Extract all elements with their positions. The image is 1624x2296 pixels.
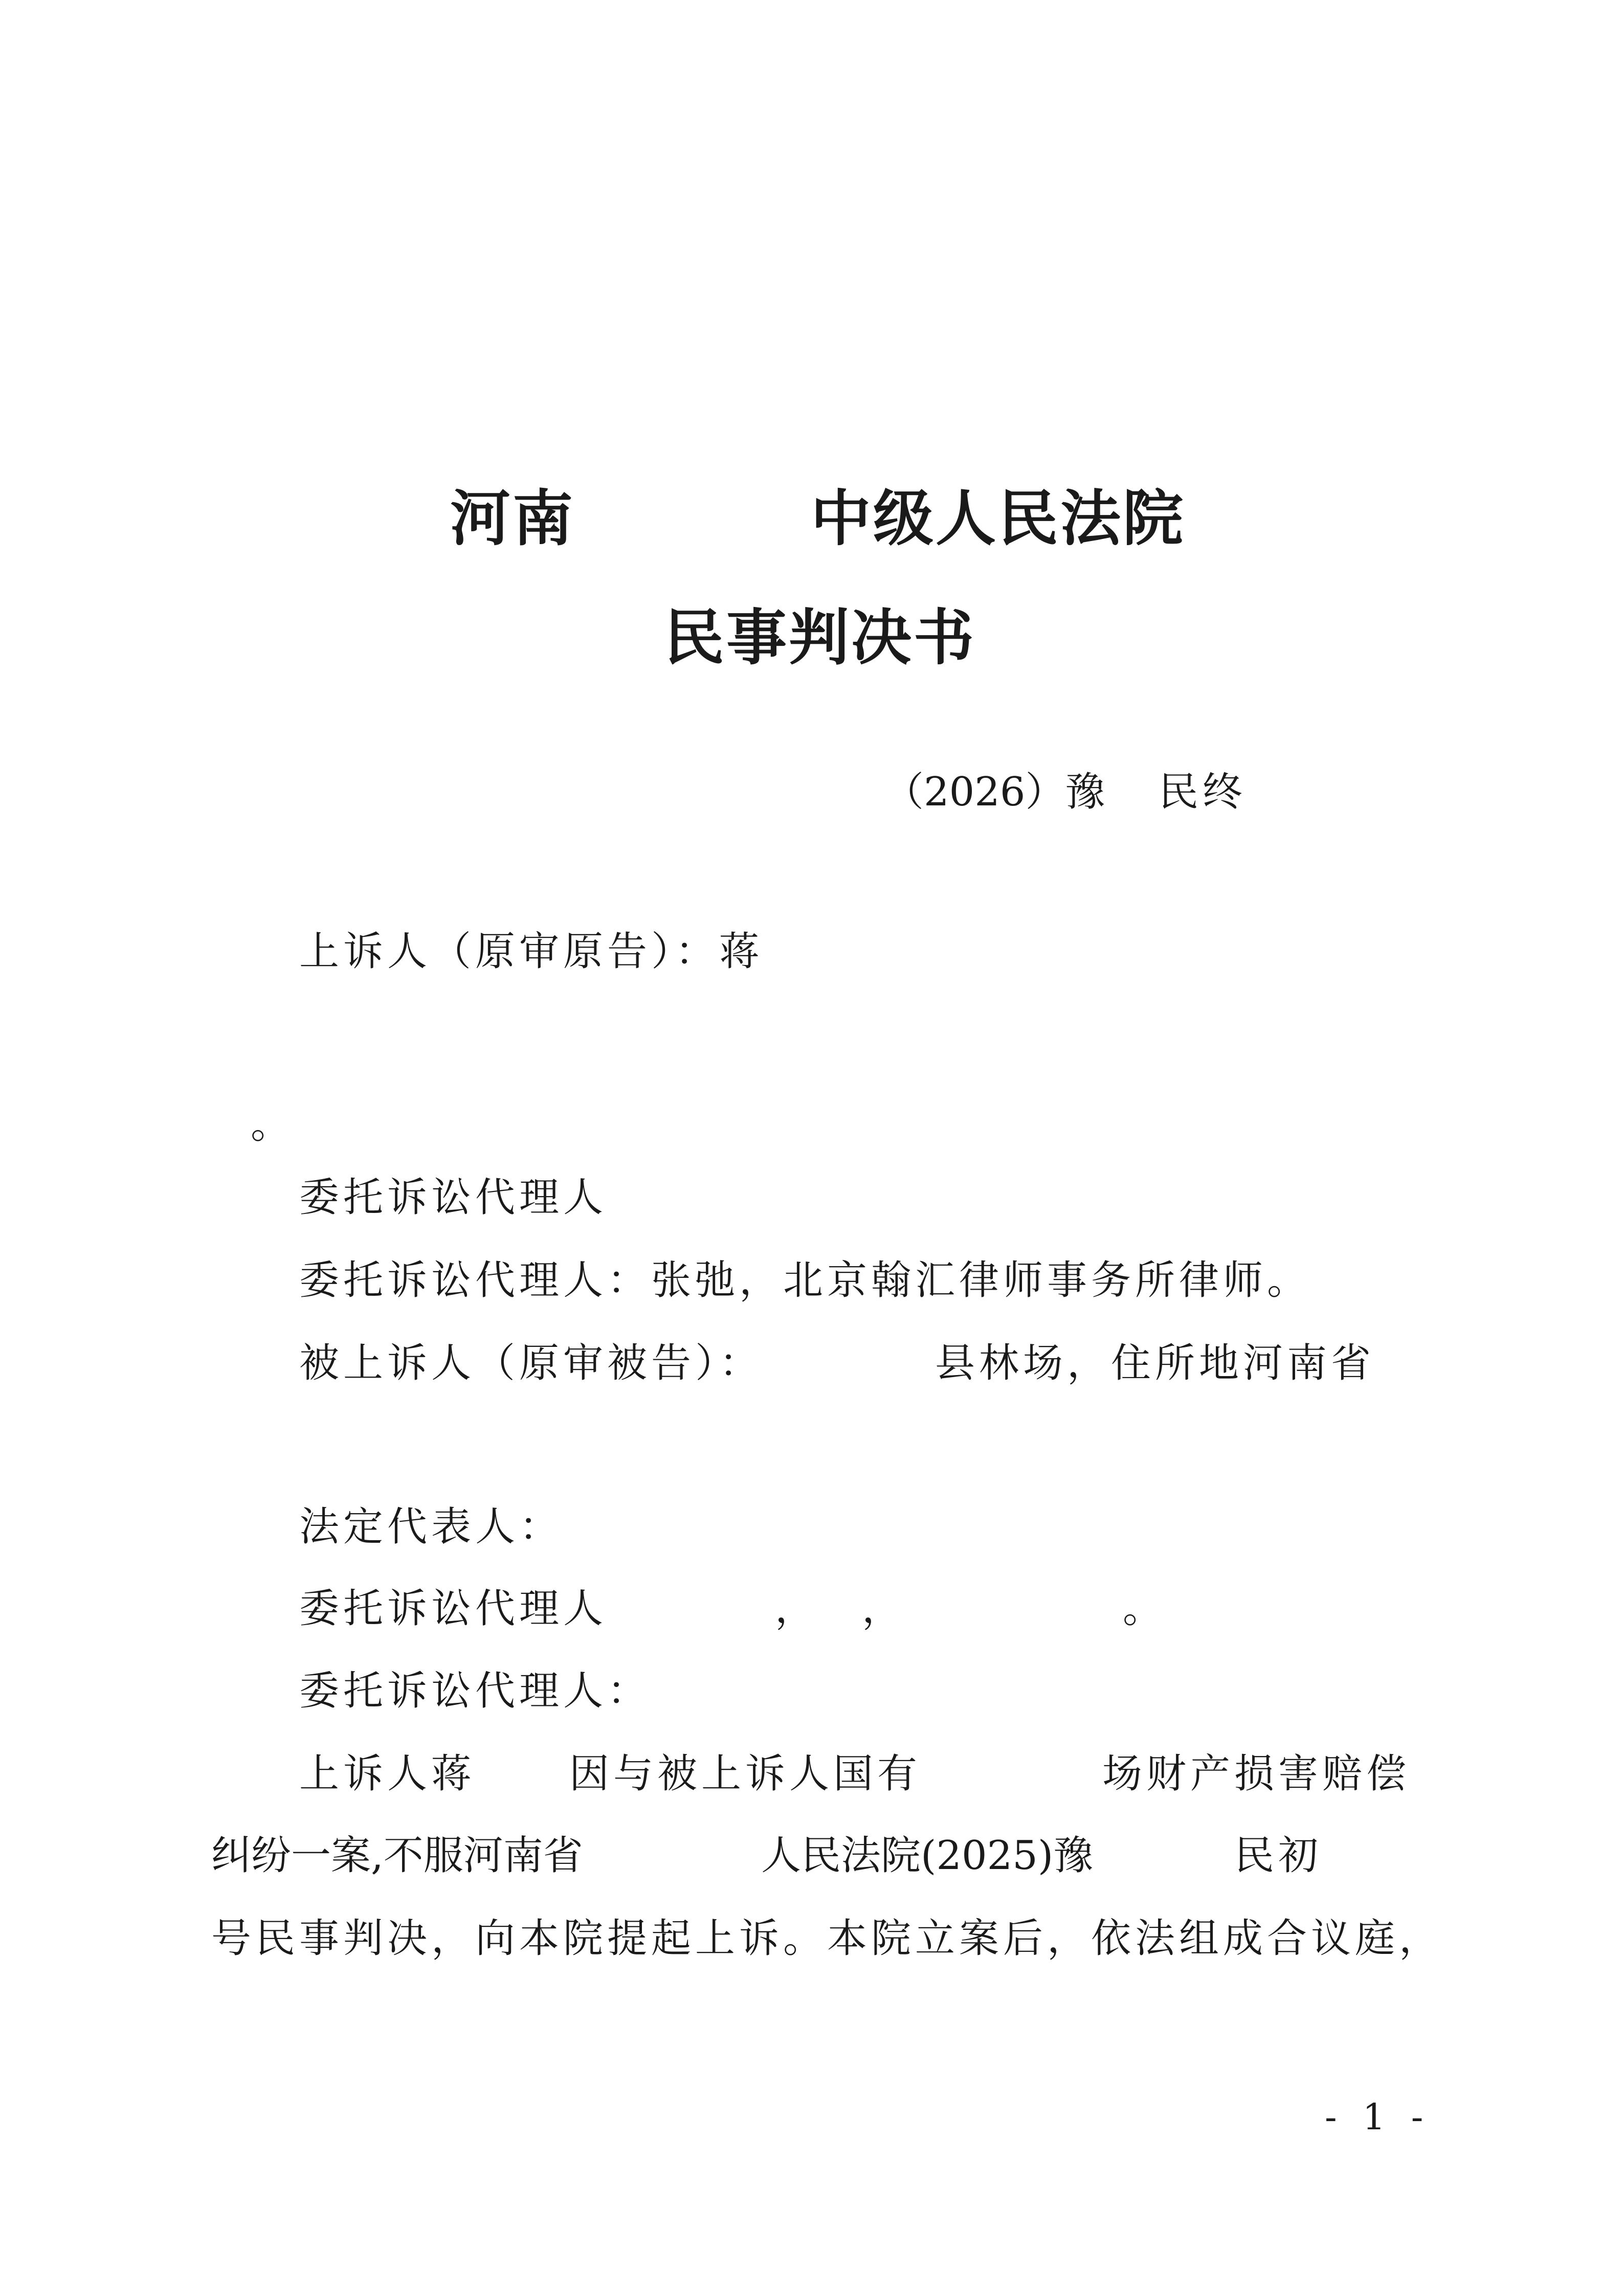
- appellee-agent-1-label: 委托诉讼代理人: [299, 1586, 608, 1632]
- case-number-prefix: （2026）豫: [884, 769, 1105, 815]
- case-number-suffix: 民终: [1159, 769, 1247, 815]
- stray-period: 。: [251, 1101, 295, 1147]
- narrative-line-3: 号民事判决，向本院提起上诉。本院立案后，依法组成合议庭，: [211, 1916, 1443, 1962]
- document-type-title: 民事判决书: [664, 602, 976, 673]
- narrative-line-2b: 人民法院(2025)豫: [761, 1833, 1094, 1879]
- narrative-line-2a: 纠纷一案,不服河南省: [211, 1833, 583, 1879]
- appellee-prefix: 被上诉人（原审被告）：: [299, 1340, 764, 1386]
- page-number: - 1 -: [1325, 2096, 1431, 2138]
- court-name-part2: 中级人民法院: [811, 483, 1186, 554]
- narrative-line-1b: 因与被上诉人国有: [569, 1751, 922, 1797]
- narrative-line-1a: 上诉人蒋: [299, 1751, 476, 1797]
- court-name-part1: 河南: [450, 483, 575, 554]
- appellee-agent-1-comma-2: ，: [862, 1586, 906, 1632]
- narrative-line-1c: 场财产损害赔偿: [1102, 1751, 1411, 1797]
- appellee-agent-1-comma-1: ，: [775, 1586, 819, 1632]
- appellant-agent-1: 委托诉讼代理人: [299, 1175, 608, 1221]
- narrative-line-2c: 民初: [1234, 1833, 1323, 1879]
- legal-representative: 法定代表人：: [299, 1504, 564, 1550]
- appellant-line: 上诉人（原审原告）：蒋: [299, 929, 764, 975]
- appellant-agent-2: 委托诉讼代理人：张弛，北京翰汇律师事务所律师。: [299, 1257, 1311, 1303]
- appellee-agent-1-period: 。: [1123, 1586, 1167, 1632]
- appellee-suffix: 县林场，住所地河南省: [935, 1340, 1375, 1386]
- appellee-agent-2: 委托诉讼代理人：: [299, 1668, 652, 1714]
